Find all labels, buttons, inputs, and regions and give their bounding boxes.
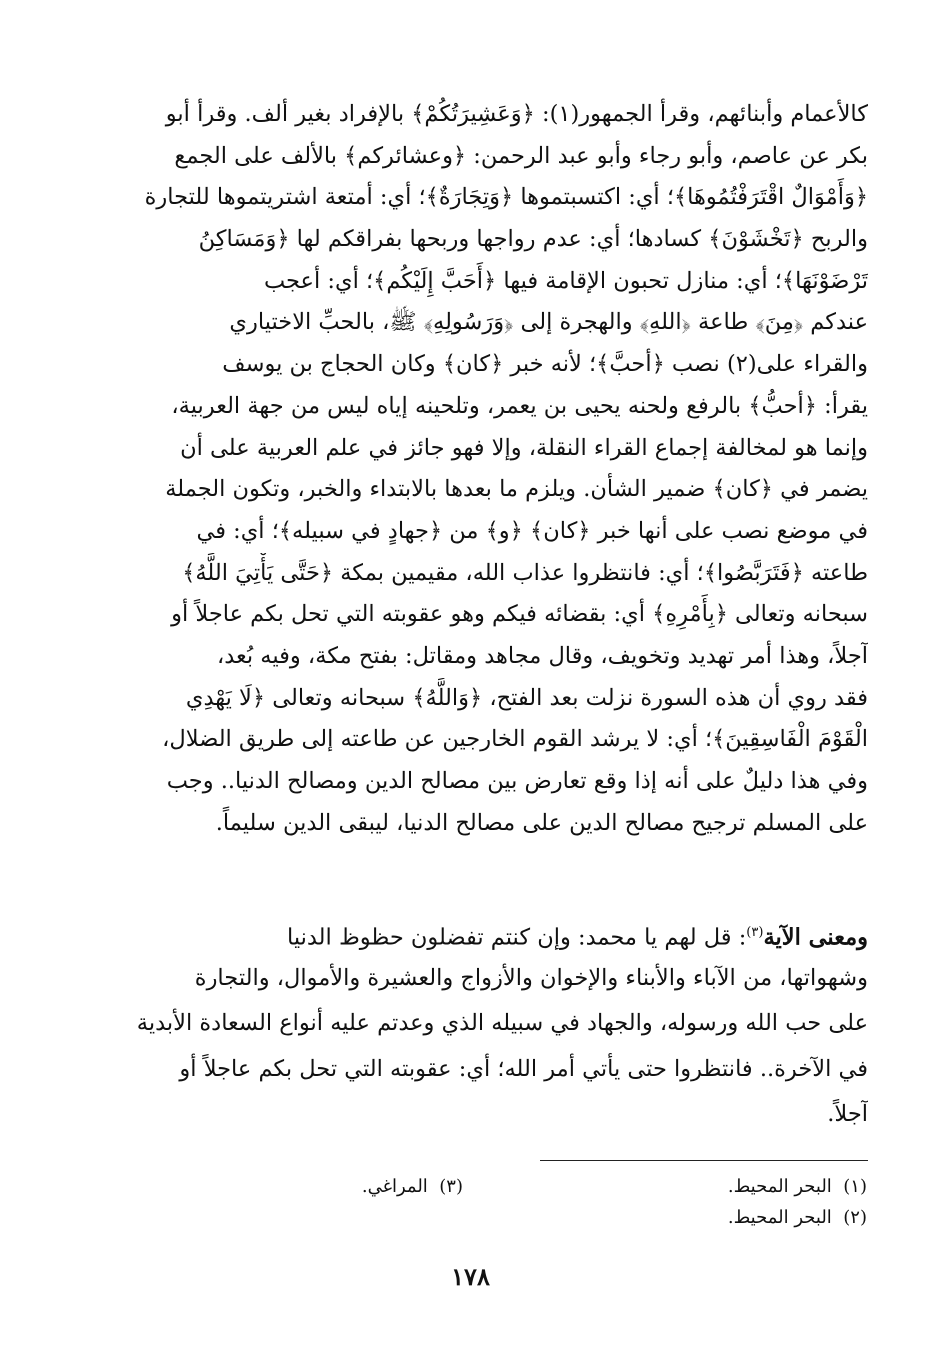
footnote: [728, 1176, 867, 1197]
text-line: والربح ﴿تَخْشَوْنَ﴾ كسادها؛ أي: عدم رواجها وربحها بفراقكم لها ﴿وَمَسَاكِنُ: [198, 226, 868, 253]
text-line: ﴿وَأَمْوَالٌ اقْتَرَفْتُمُوهَا﴾؛ أي: اكتسبتموها ﴿وَتِجَارَةٌ﴾؛ أي: أمتعة اشتريتموها للتجارة: [144, 184, 868, 211]
footnote-number: (٣): [439, 1176, 463, 1197]
footnote: [362, 1176, 463, 1197]
text-line: وفي هذا دليلٌ على أنه إذا وقع تعارض بين مصالح الدين ومصالح الدنيا.. وجب: [166, 768, 868, 794]
footnote: [728, 1207, 867, 1228]
footnote-ref: (٣): [746, 925, 764, 940]
page-number: ١٧٨: [451, 1262, 490, 1291]
text-line: على المسلم ترجيح مصالح الدين على مصالح الدنيا، ليبقى الدين سليماً.: [215, 809, 868, 836]
text-line: آجلاً.: [827, 1101, 868, 1127]
text-line: فقد روي أن هذه السورة نزلت بعد الفتح، ﴿وَاللَّهُ﴾ سبحانه وتعالى ﴿لَا يَهْدِي: [185, 684, 868, 711]
text-line: يضمر في ﴿كان﴾ ضمير الشأن. ويلزم ما بعدها بالابتداء والخبر، وتكون الجملة: [165, 476, 868, 503]
verse-meaning-paragraph: [80, 910, 868, 1138]
text-line: يقرأ: ﴿أحبُّ﴾ بالرفع ولحنه يحيى بن يعمر، وتلحينه إياه ليس من جهة العربية،: [171, 392, 868, 419]
footnote-number: (١): [843, 1176, 867, 1197]
text-line: الْقَوْمَ الْفَاسِقِينَ﴾؛ أي: لا يرشد القوم الخارجين عن طاعته إلى طريق الضلال،: [162, 726, 868, 753]
text-line: بكر عن عاصم، وأبو رجاء وأبو عبد الرحمن: ﴿وعشائركم﴾ بالألف على الجمع: [174, 142, 868, 169]
text-line: طاعته ﴿فَتَرَبَّصُوا﴾؛ أي: فانتظروا عذاب الله، مقيمين بمكة ﴿حَتَّى يَأْتِيَ اللَّهُ﴾: [182, 559, 868, 586]
text-line: آجلاً، وهذا أمر تهديد وتخويف، وقال مجاهد ومقاتل: بفتح مكة، وفيه بُعد،: [216, 642, 868, 669]
section-heading: ومعنى الآية: [763, 924, 868, 951]
text-line: في الآخرة.. فانتظروا حتى يأتي أمر الله؛ أي: عقوبته التي تحل بكم عاجلاً أو: [179, 1055, 868, 1082]
text-line: عندكم ﴿مِنَ﴾ طاعة ﴿اللهِ﴾ والهجرة إلى ﴿وَرَسُولِهِ﴾ ﷺ، بالحبِّ الاختياري: [229, 309, 868, 336]
text-line: على حب الله ورسوله، والجهاد في سبيله الذي وعدتم عليه أنواع السعادة الأبدية: [136, 1010, 868, 1036]
footnote-text: البحر المحيط.: [727, 1176, 832, 1197]
text-line: كالأعمام وأبنائهم، وقرأ الجمهور(١): ﴿وَعَشِيرَتُكُمْ﴾ بالإفراد بغير ألف. وقرأ أبو: [165, 101, 868, 127]
text-line: وإنما هو لمخالفة إجماع القراء النقلة، وإلا فهو جائز في علم العربية على أن: [180, 434, 868, 461]
footnote-divider: [540, 1160, 868, 1161]
footnote-text: المراغي.: [361, 1176, 428, 1197]
text-line: وشهواتها، من الآباء والأبناء والإخوان والأزواج والعشيرة والأموال، والتجارة: [194, 964, 868, 991]
footnote-text: البحر المحيط.: [727, 1207, 832, 1228]
text-line: في موضع نصب على أنها خبر ﴿كان﴾ ﴿و﴾ من ﴿جهادٍ في سبيله﴾؛ أي: في: [196, 517, 868, 544]
commentary-paragraph: [80, 94, 868, 844]
text-line: سبحانه وتعالى ﴿بِأَمْرِهِ﴾ أي: بقضائه فيكم وهو عقوبته التي تحل بكم عاجلاً أو: [171, 601, 868, 628]
text-line: تَرْضَوْنَهَا﴾؛ أي: منازل تحبون الإقامة فيها ﴿أَحَبَّ إِلَيْكُم﴾؛ أي: أعجب: [263, 267, 868, 294]
text-line: والقراء على(٢) نصب ﴿أحبَّ﴾؛ لأنه خبر ﴿كان﴾ وكان الحجاج بن يوسف: [222, 351, 868, 378]
footnote-number: (٢): [843, 1207, 867, 1228]
text-line: [80, 910, 868, 956]
text-span: : قل لهم يا محمد: وإن كنتم تفضلون حظوظ الدنيا: [286, 924, 747, 951]
